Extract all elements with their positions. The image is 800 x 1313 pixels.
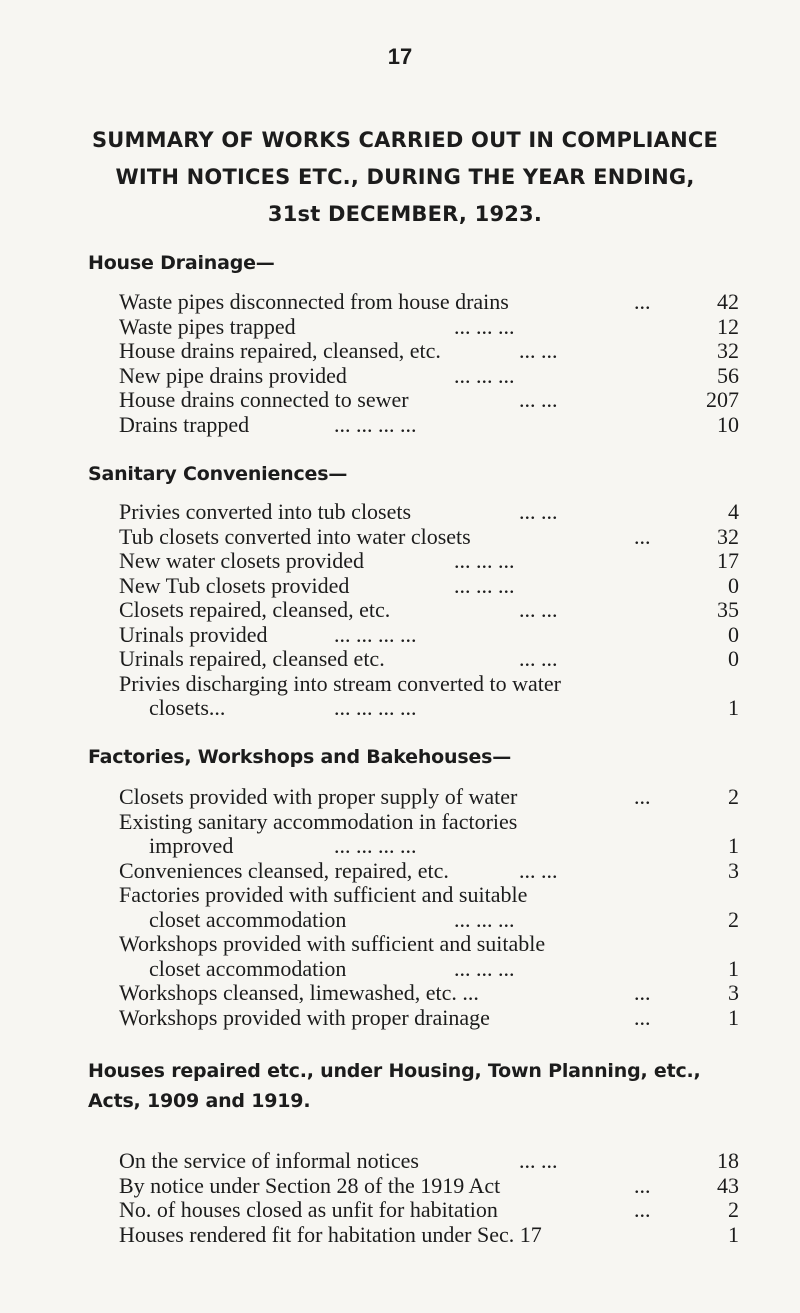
leader-dots: ... ... ... ... bbox=[334, 833, 417, 858]
item-value: 17 bbox=[717, 548, 739, 573]
item-value: 35 bbox=[717, 597, 739, 622]
list-item bbox=[119, 290, 739, 315]
list-item bbox=[119, 696, 739, 721]
section-heading-houses-repaired: Houses repaired etc., under Housing, Town Planning, etc., bbox=[88, 1060, 701, 1082]
leader-dots: ... bbox=[634, 523, 651, 549]
item-value: 1 bbox=[728, 695, 739, 720]
list-item bbox=[119, 957, 739, 982]
title-line-2: WITH NOTICES ETC., DURING THE YEAR ENDING, bbox=[115, 165, 695, 189]
item-value: 32 bbox=[717, 338, 739, 363]
list-item bbox=[119, 315, 739, 340]
item-value: 0 bbox=[728, 621, 739, 647]
leader-dots: ... ... ... bbox=[454, 313, 515, 339]
item-value: 207 bbox=[706, 387, 739, 412]
list-item bbox=[119, 1149, 739, 1174]
item-value: 1 bbox=[728, 1221, 739, 1247]
list-item bbox=[119, 1198, 739, 1223]
item-label: Drains trapped bbox=[119, 411, 250, 437]
list-item bbox=[119, 598, 739, 623]
item-label: Privies discharging into stream converted to water bbox=[119, 670, 561, 696]
list-item bbox=[119, 834, 739, 859]
item-value: 2 bbox=[728, 784, 739, 809]
title-line-1: SUMMARY OF WORKS CARRIED OUT IN COMPLIANCE bbox=[91, 128, 719, 152]
list-item bbox=[119, 810, 739, 835]
item-value: 1 bbox=[728, 833, 739, 858]
leader-dots: ... bbox=[634, 1004, 651, 1030]
leader-dots: ... ... ... ... bbox=[334, 695, 417, 720]
item-value: 1 bbox=[728, 1004, 739, 1030]
item-label: closets... bbox=[149, 695, 226, 720]
list-item bbox=[119, 1006, 739, 1031]
item-label: No. of houses closed as unfit for habitation bbox=[119, 1197, 498, 1222]
item-label: Conveniences cleansed, repaired, etc. bbox=[119, 857, 449, 883]
leader-dots: ... ... bbox=[519, 857, 558, 883]
item-label: House drains connected to sewer bbox=[119, 387, 409, 412]
title-line-3: 31st DECEMBER, 1923. bbox=[267, 202, 543, 226]
leader-dots: ... ... ... bbox=[454, 906, 515, 932]
leader-dots: ... ... bbox=[519, 1148, 558, 1173]
item-value: 2 bbox=[728, 906, 739, 932]
item-label: New water closets provided bbox=[119, 548, 364, 573]
section-heading-factories: Factories, Workshops and Bakehouses— bbox=[88, 746, 512, 768]
item-value: 3 bbox=[728, 857, 739, 883]
list-item bbox=[119, 1174, 739, 1199]
sanitary-conveniences-list bbox=[119, 500, 739, 721]
item-value: 10 bbox=[717, 411, 739, 437]
factories-list bbox=[119, 785, 739, 1030]
item-value: 12 bbox=[717, 313, 739, 339]
list-item bbox=[119, 672, 739, 697]
leader-dots: ... bbox=[634, 980, 651, 1005]
item-value: 1 bbox=[728, 955, 739, 981]
list-item bbox=[119, 859, 739, 884]
item-label: Factories provided with sufficient and suitable bbox=[119, 882, 528, 907]
section-heading-house-drainage: House Drainage— bbox=[88, 252, 275, 274]
item-label: Existing sanitary accommodation in factories bbox=[119, 808, 518, 834]
list-item bbox=[119, 525, 739, 550]
item-value: 4 bbox=[728, 499, 739, 524]
item-value: 42 bbox=[717, 289, 739, 314]
document-title bbox=[70, 122, 740, 233]
item-label: By notice under Section 28 of the 1919 Act bbox=[119, 1172, 501, 1198]
list-item bbox=[119, 883, 739, 908]
list-item bbox=[119, 1223, 739, 1248]
item-value: 43 bbox=[717, 1172, 739, 1198]
item-label: Closets provided with proper supply of water bbox=[119, 784, 518, 809]
item-label: On the service of informal notices bbox=[119, 1148, 419, 1173]
item-label: Tub closets converted into water closets bbox=[119, 523, 471, 549]
list-item bbox=[119, 500, 739, 525]
list-item bbox=[119, 908, 739, 933]
item-label: New Tub closets provided bbox=[119, 572, 350, 598]
section-subheading-acts: Acts, 1909 and 1919. bbox=[88, 1090, 311, 1112]
leader-dots: ... ... ... bbox=[454, 572, 515, 598]
leader-dots: ... ... bbox=[519, 499, 558, 524]
item-value: 2 bbox=[728, 1197, 739, 1222]
item-value: 56 bbox=[717, 362, 739, 388]
item-label: Houses rendered fit for habitation under Sec. 17 bbox=[119, 1221, 542, 1247]
house-drainage-list bbox=[119, 290, 739, 437]
item-value: 0 bbox=[728, 646, 739, 671]
list-item bbox=[119, 785, 739, 810]
item-label: Urinals provided bbox=[119, 621, 268, 647]
leader-dots: ... ... ... bbox=[454, 955, 515, 981]
leader-dots: ... bbox=[634, 1197, 651, 1222]
list-item bbox=[119, 981, 739, 1006]
item-value: 3 bbox=[728, 980, 739, 1005]
item-label: Waste pipes trapped bbox=[119, 313, 296, 339]
list-item bbox=[119, 339, 739, 364]
list-item bbox=[119, 932, 739, 957]
leader-dots: ... ... bbox=[519, 597, 558, 622]
item-label: Waste pipes disconnected from house drains bbox=[119, 289, 509, 314]
item-label: Workshops provided with sufficient and suitable bbox=[119, 931, 546, 956]
item-label: Privies converted into tub closets bbox=[119, 499, 412, 524]
item-label: Closets repaired, cleansed, etc. bbox=[119, 597, 391, 622]
leader-dots: ... ... bbox=[519, 646, 558, 671]
leader-dots: ... bbox=[634, 1172, 651, 1198]
leader-dots: ... ... ... bbox=[454, 548, 515, 573]
list-item bbox=[119, 574, 739, 599]
list-item bbox=[119, 647, 739, 672]
item-label: closet accommodation bbox=[149, 906, 347, 932]
list-item bbox=[119, 388, 739, 413]
item-label: House drains repaired, cleansed, etc. bbox=[119, 338, 441, 363]
leader-dots: ... ... ... ... bbox=[334, 621, 417, 647]
item-label: New pipe drains provided bbox=[119, 362, 347, 388]
list-item bbox=[119, 623, 739, 648]
leader-dots: ... ... bbox=[519, 338, 558, 363]
list-item bbox=[119, 413, 739, 438]
houses-repaired-list bbox=[119, 1149, 739, 1247]
item-value: 18 bbox=[717, 1148, 739, 1173]
leader-dots: ... ... bbox=[519, 387, 558, 412]
leader-dots: ... ... ... ... bbox=[334, 411, 417, 437]
section-heading-sanitary-conveniences: Sanitary Conveniences— bbox=[88, 463, 348, 485]
item-label: Workshops cleansed, limewashed, etc. ... bbox=[119, 980, 479, 1005]
leader-dots: ... bbox=[634, 289, 651, 314]
list-item bbox=[119, 549, 739, 574]
leader-dots: ... ... ... bbox=[454, 362, 515, 388]
item-label: Urinals repaired, cleansed etc. bbox=[119, 646, 385, 671]
item-label: Workshops provided with proper drainage bbox=[119, 1004, 490, 1030]
item-value: 0 bbox=[728, 572, 739, 598]
page-number: 17 bbox=[387, 44, 413, 69]
item-label: improved bbox=[149, 833, 234, 858]
list-item bbox=[119, 364, 739, 389]
item-value: 32 bbox=[717, 523, 739, 549]
leader-dots: ... bbox=[634, 784, 651, 809]
item-label: closet accommodation bbox=[149, 955, 347, 981]
